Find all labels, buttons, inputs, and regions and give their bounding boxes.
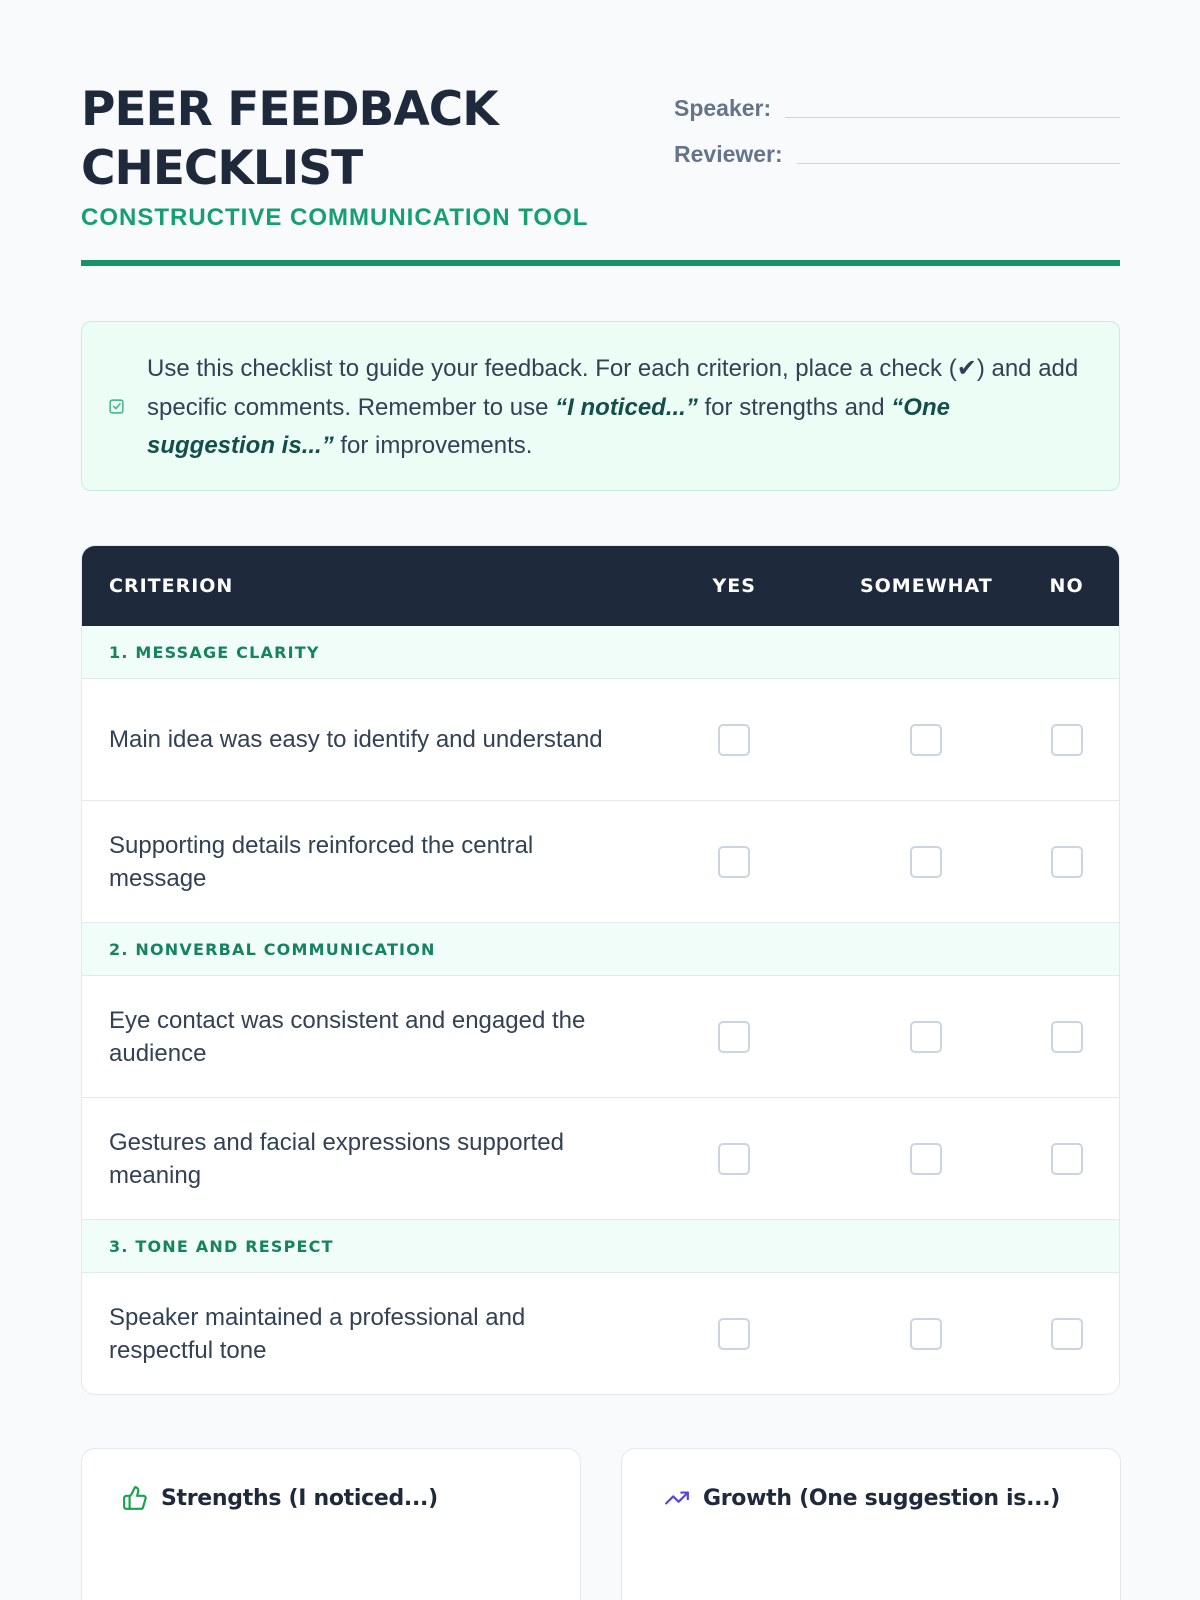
growth-card-title: Growth (One suggestion is...) [703, 1485, 1061, 1511]
page-subtitle: CONSTRUCTIVE COMMUNICATION TOOL [81, 204, 589, 231]
title-line-1: PEER FEEDBACK [81, 82, 498, 137]
no-checkbox[interactable] [1051, 1318, 1083, 1350]
criterion-text: Eye contact was consistent and engaged the audience [109, 1006, 586, 1067]
reviewer-field[interactable] [674, 128, 1120, 174]
yes-checkbox[interactable] [718, 1021, 750, 1053]
criterion-text: Main idea was easy to identify and understand [109, 726, 603, 753]
no-checkbox[interactable] [1051, 1021, 1083, 1053]
criterion-text: Gestures and facial expressions supported meaning [109, 1128, 564, 1189]
header-divider [81, 260, 1120, 266]
table-row [82, 679, 1119, 801]
table-row [82, 801, 1119, 923]
meta-fields [674, 82, 1120, 174]
criterion-text: Supporting details reinforced the central message [109, 831, 534, 892]
phrase-growth: “One suggestion is...” [147, 393, 950, 459]
no-checkbox[interactable] [1051, 846, 1083, 878]
growth-card-header [664, 1485, 1120, 1511]
reviewer-label: Reviewer: [674, 141, 783, 167]
strengths-card-header [122, 1485, 580, 1511]
strengths-card[interactable] [81, 1448, 581, 1600]
instructions-text [147, 350, 1083, 466]
yes-checkbox[interactable] [718, 1143, 750, 1175]
section-header [82, 923, 1119, 976]
phrase-strengths: “I noticed...” [555, 393, 698, 421]
criterion-text: Speaker maintained a professional and respectful tone [109, 1303, 526, 1364]
table-row [82, 1273, 1119, 1394]
feedback-page [81, 0, 1120, 1511]
checkbox-icon [108, 398, 125, 415]
somewhat-checkbox[interactable] [910, 846, 942, 878]
section-label: 2. NONVERBAL COMMUNICATION [109, 939, 436, 959]
strengths-card-title: Strengths (I noticed...) [161, 1485, 438, 1511]
somewhat-checkbox[interactable] [910, 1021, 942, 1053]
column-header-no: NO [1049, 575, 1084, 597]
somewhat-checkbox[interactable] [910, 1318, 942, 1350]
page-header [81, 0, 1120, 268]
instructions-box [81, 321, 1120, 491]
title-line-2: CHECKLIST [81, 141, 363, 196]
section-header [82, 1220, 1119, 1273]
column-header-somewhat: SOMEWHAT [859, 575, 993, 597]
instructions-start: Use this checklist to guide your feedback. For each criterion, place a check (✔) and add specific comments. Remember to use [147, 355, 1079, 421]
somewhat-checkbox[interactable] [910, 1143, 942, 1175]
yes-checkbox[interactable] [718, 846, 750, 878]
page-title [81, 80, 498, 198]
growth-card[interactable] [621, 1448, 1121, 1600]
speaker-field[interactable] [674, 82, 1120, 128]
reviewer-input-line[interactable] [797, 163, 1120, 164]
yes-checkbox[interactable] [718, 1318, 750, 1350]
trending-up-icon [664, 1485, 690, 1511]
section-label: 3. TONE AND RESPECT [109, 1236, 334, 1256]
instructions-end: for improvements. [340, 432, 533, 459]
speaker-input-line[interactable] [785, 117, 1120, 118]
section-header [82, 626, 1119, 679]
checklist-table [81, 545, 1120, 1395]
section-label: 1. MESSAGE CLARITY [109, 642, 320, 662]
column-header-yes: YES [712, 575, 756, 597]
speaker-label: Speaker: [674, 95, 772, 121]
yes-checkbox[interactable] [718, 724, 750, 756]
thumbs-up-icon [122, 1485, 148, 1511]
table-row [82, 976, 1119, 1098]
table-header [82, 546, 1119, 626]
somewhat-checkbox[interactable] [910, 724, 942, 756]
table-row [82, 1098, 1119, 1220]
column-header-criterion: CRITERION [109, 575, 234, 597]
instructions-middle: for strengths and [704, 393, 885, 421]
no-checkbox[interactable] [1051, 1143, 1083, 1175]
no-checkbox[interactable] [1051, 724, 1083, 756]
